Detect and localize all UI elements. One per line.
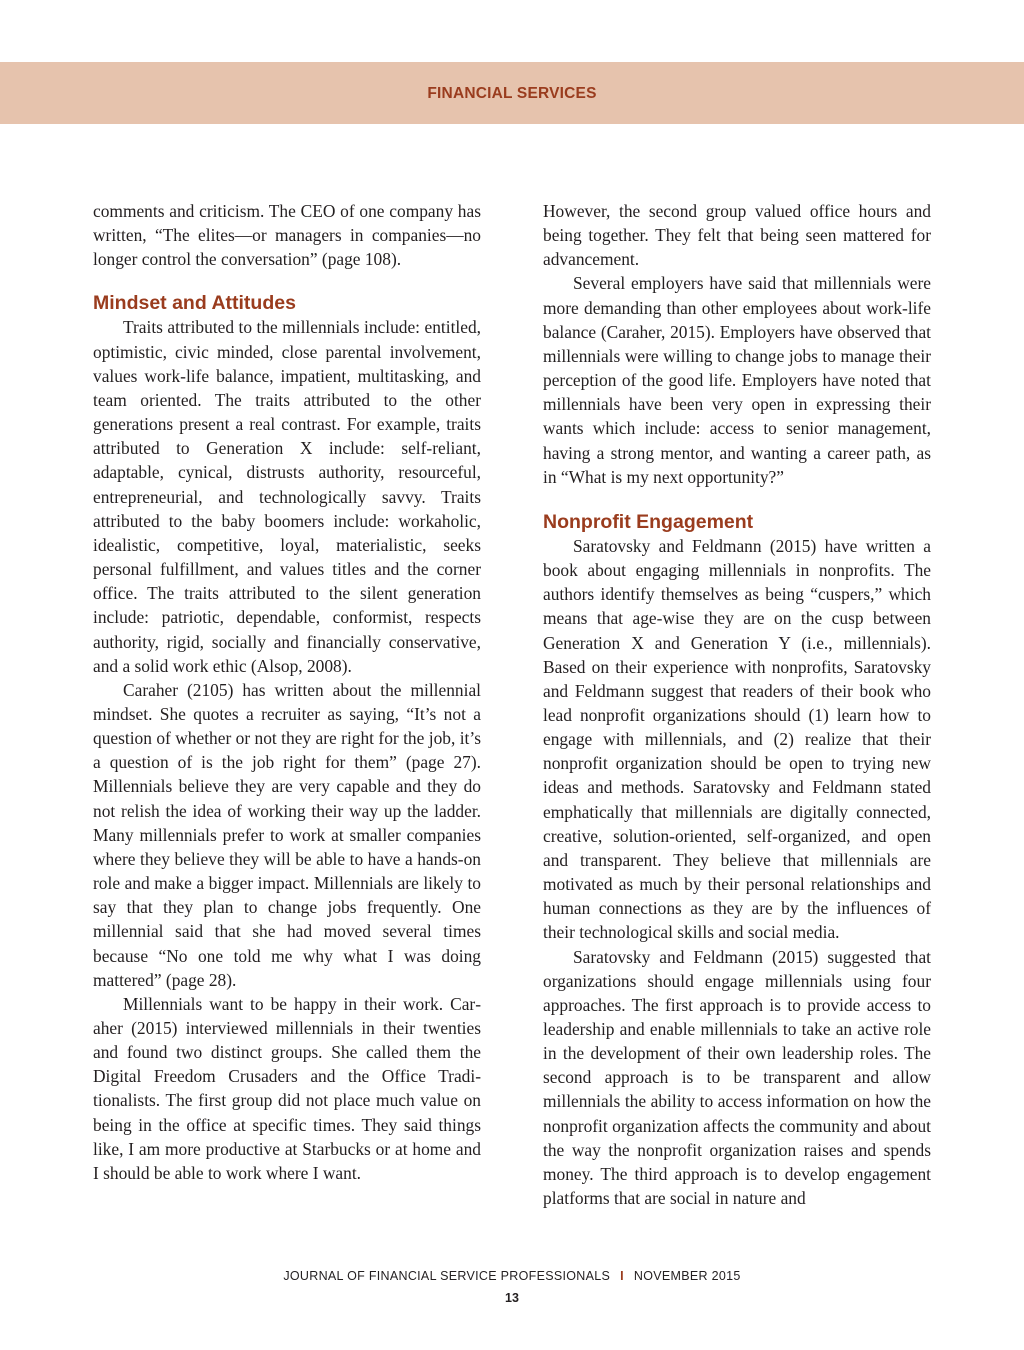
left-column bbox=[93, 199, 481, 1185]
section-banner bbox=[0, 62, 1024, 124]
paragraph-saratovsky-approaches: Saratovsky and Feldmann (2015) suggested that organizations should engage millennials using four approaches. The first approach is to provide access to leadership and enable millennials to take an active role in the development of their own leadership roles. The second approach is to be transparent and allow millennials the ability to access information on how the nonprofit organization affects the community and about the way the nonprofit organization raises and spends money. The third approach is to develop engagement platforms that are social in nature and bbox=[543, 946, 931, 1209]
paragraph-employers: Several employers have said that millennials were more demanding than other employees about work-life balance (Caraher, 2015). Employers have observed that millennials were willing to change jobs to manage their perception of the good life. Employers have noted that millennials have been very open in expressing their wants which include: access to senior management, having a strong mentor, and wanting a career path, as in “What is my next opportunity?” bbox=[543, 273, 931, 487]
page-number: 13 bbox=[505, 1291, 519, 1305]
footer-separator: I bbox=[620, 1269, 624, 1283]
right-column bbox=[543, 199, 931, 1210]
page-footer bbox=[0, 1269, 1024, 1283]
paragraph-second-group: However, the second group valued office hours and being together. They felt that being seen mattered for advancement. bbox=[543, 201, 931, 270]
paragraph-traits: Traits attributed to the millennials include: entitled, optimistic, civic minded, close parental involvement, values work-life balance, impatient, multitasking, and team oriented. The traits attributed to the other generations present a real contrast. For example, traits attributed to Generation X include: self-reliant, adaptable, cynical, distrusts authority, resourceful, entrepreneurial, and technologically savvy. Traits attributed to the baby boomers include: workaholic, idealistic, competitive, loyal, materialistic, seeks personal fulfillment, and values titles and the corner office. The traits attributed to the silent generation include: patriotic, dependable, conformist, respects authority, rigid, socially and financially conservative, and a solid work ethic (Alsop, 2008). bbox=[93, 317, 481, 676]
heading-nonprofit-engagement: Nonprofit Engagement bbox=[543, 510, 754, 533]
paragraph-saratovsky-book: Saratovsky and Feldmann (2015) have written a book about engaging millennials in nonprofits. The authors identify themselves as being “cuspers,” which means that age-wise they are on the cusp between Generation X and Generation Y (i.e., millennials). Based on their experience with nonprofits, Saratovsky and Feldmann suggest that readers of their book who lead nonprofit organizations should (1) learn how to engage with millennials, and (2) realize that their nonprofit organization should be open to trying new ideas and methods. Saratovsky and Feldmann stated emphatically that millennials are digitally connected, creative, solution-oriented, self-organized, and open and transparent. They believe that millennials are motivated as much by their personal relationships and human connections as they are by the influences of their technological skills and social media. bbox=[543, 535, 931, 943]
paragraph-happy-at-work: Millennials want to be happy in their work. Caraher (2015) interviewed millennials in their twenties and found two distinct groups. She called them the Digital Freedom Crusaders and the Office Traditionalists. The first group did not place much value on being in the office at specific times. They said things like, I am more productive at Starbucks or at home and I should be able to work where I want. bbox=[93, 993, 481, 1183]
section-title: FINANCIAL SERVICES bbox=[427, 85, 597, 102]
paragraph-intro: comments and criticism. The CEO of one company has written, “The elites—or managers in companies—no longer control the conversation” (page 108). bbox=[93, 201, 481, 270]
heading-mindset-and-attitudes: Mindset and Attitudes bbox=[93, 292, 296, 315]
journal-name: JOURNAL OF FINANCIAL SERVICE PROFESSIONALS bbox=[283, 1269, 611, 1283]
paragraph-caraher: Caraher (2105) has written about the millennial mindset. She quotes a recruiter as saying, “It’s not a question of whether or not they are right for the job, it’s a question of is the job right for them” (page 27). Millennials believe they are very capable and they do not relish the idea of working their way up the ladder. Many millennials prefer to work at smaller companies where they believe they will be able to have a hands-on role and make a bigger impact. Millennials are likely to say that they plan to change jobs frequently. One millennial said that she had moved several times because “No one told me why what I was doing mattered” (page 28). bbox=[93, 679, 481, 990]
issue-date: NOVEMBER 2015 bbox=[633, 1269, 741, 1283]
